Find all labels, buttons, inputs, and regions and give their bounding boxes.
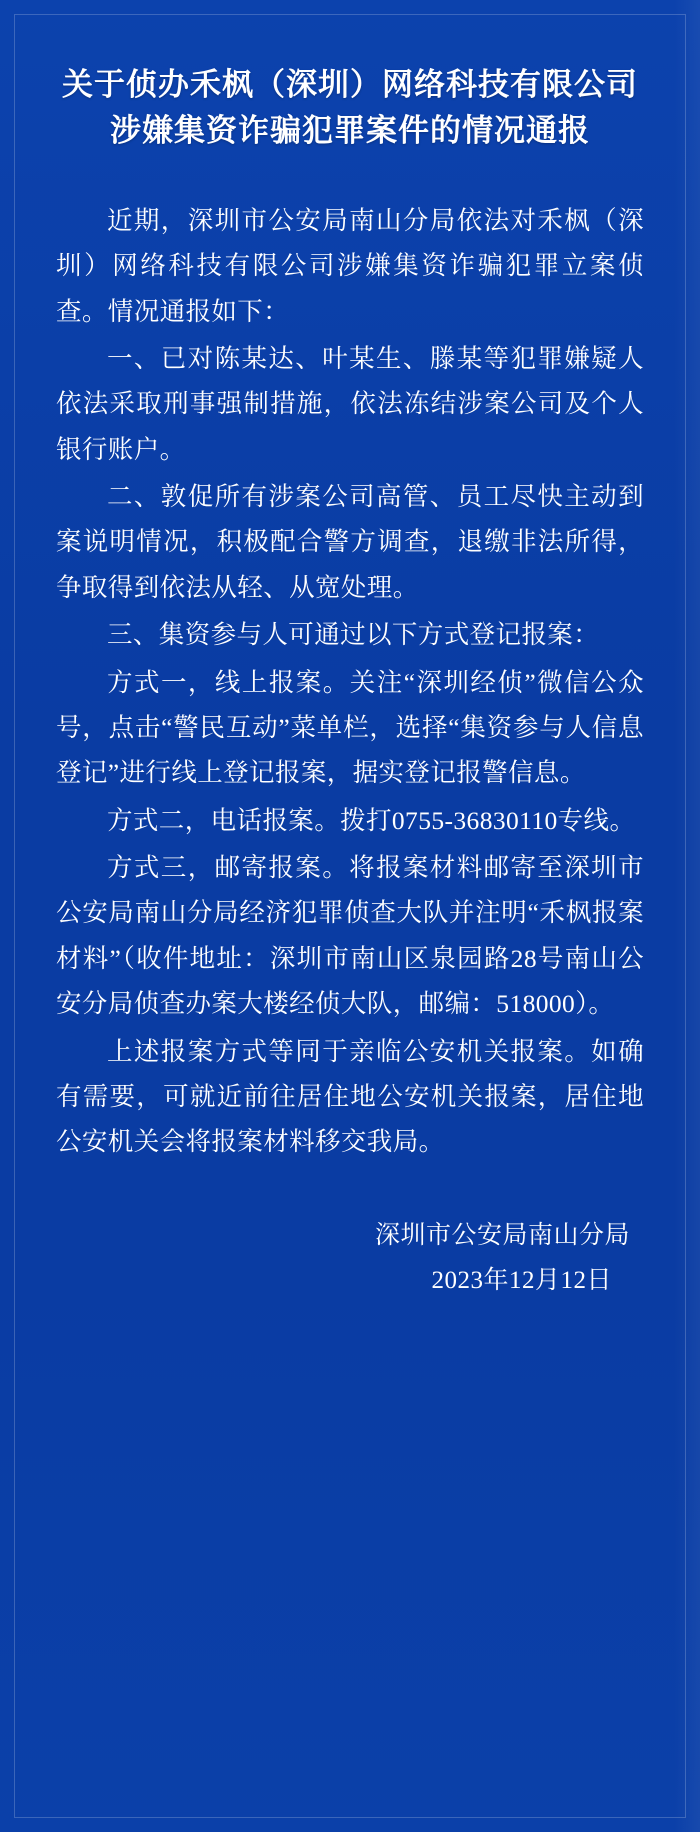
paragraph-intro: 近期，深圳市公安局南山分局依法对禾枫（深圳）网络科技有限公司涉嫌集资诈骗犯罪立案侦查。情况通报如下： — [56, 205, 644, 326]
signature-date: 2023年12月12日 — [431, 1266, 612, 1294]
paragraph-method-3: 方式三，邮寄报案。将报案材料邮寄至深圳市公安局南山分局经济犯罪侦查大队并注明“禾枫报案材料”（收件地址：深圳市南山区泉园路28号南山公安分局侦查办案大楼经侦大队，邮编：518000）。 — [56, 853, 644, 1019]
paragraph-item-2: 二、敦促所有涉案公司高管、员工尽快主动到案说明情况，积极配合警方调查，退缴非法所得，争取得到依法从轻、从宽处理。 — [56, 482, 644, 602]
signature-block — [56, 1213, 644, 1303]
paragraph-item-1: 一、已对陈某达、叶某生、滕某等犯罪嫌疑人依法采取刑事强制措施，依法冻结涉案公司及个人银行账户。 — [56, 343, 644, 464]
paragraph-method-2: 方式二，电话报案。拨打0755-36830110专线。 — [107, 805, 636, 835]
signature-issuer: 深圳市公安局南山分局 — [374, 1221, 630, 1249]
page-title — [56, 62, 644, 154]
notice-body — [56, 198, 644, 1165]
paragraph-closing: 上述报案方式等同于亲临公安机关报案。如确有需要，可就近前往居住地公安机关报案，居住地公安机关会将报案材料移交我局。 — [56, 1036, 644, 1157]
title-line-2: 涉嫌集资诈骗犯罪案件的情况通报 — [110, 112, 590, 148]
paragraph-item-3: 三、集资参与人可通过以下方式登记报案： — [107, 620, 600, 650]
paragraph-method-1: 方式一，线上报案。关注“深圳经侦”微信公众号，点击“警民互动”菜单栏，选择“集资参与人信息登记”进行线上登记报案，据实登记报警信息。 — [56, 667, 644, 788]
title-line-1: 关于侦办禾枫（深圳）网络科技有限公司 — [62, 67, 638, 102]
